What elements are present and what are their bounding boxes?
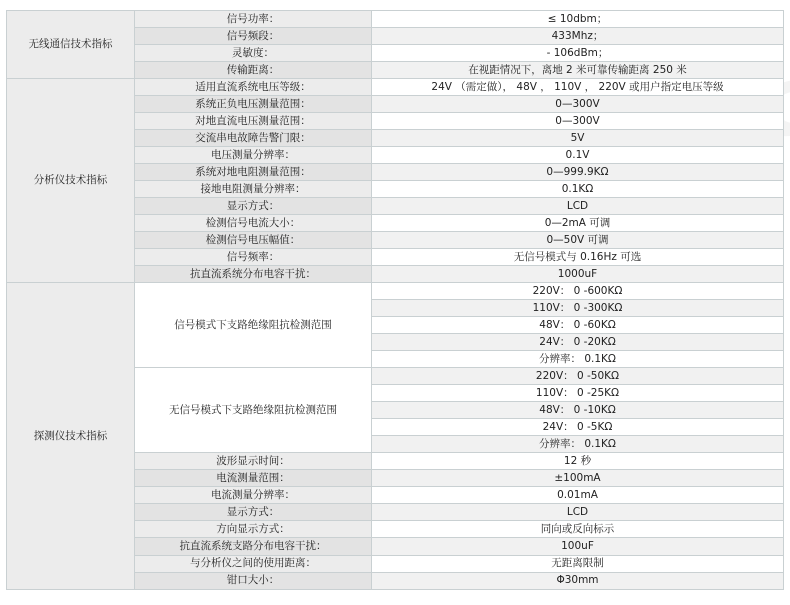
spec-label: 信号频率： — [135, 249, 372, 266]
spec-value: 24V： 0 -5KΩ — [372, 419, 784, 436]
spec-label: 波形显示时间： — [135, 453, 372, 470]
spec-value: 100uF — [372, 538, 784, 555]
spec-label: 钳口大小： — [135, 572, 372, 589]
spec-value: 24V： 0 -20KΩ — [372, 334, 784, 351]
spec-label: 接地电阻测量分辨率： — [135, 181, 372, 198]
spec-value: 1000uF — [372, 266, 784, 283]
spec-label: 方向显示方式： — [135, 521, 372, 538]
spec-value: 无信号模式与 0.16Hz 可选 — [372, 249, 784, 266]
table-row — [7, 283, 784, 300]
spec-label: 信号频段： — [135, 28, 372, 45]
spec-value: 分辨率： 0.1KΩ — [372, 436, 784, 453]
spec-value: Φ30mm — [372, 572, 784, 589]
group-label-no-signal-mode: 无信号模式下支路绝缘阻抗检测范围 — [135, 368, 372, 453]
table-row — [7, 11, 784, 28]
spec-table — [6, 10, 784, 590]
spec-label: 对地直流电压测量范围： — [135, 113, 372, 130]
spec-label: 系统正负电压测量范围： — [135, 96, 372, 113]
spec-value: 无距离限制 — [372, 555, 784, 572]
spec-label: 与分析仪之间的使用距离： — [135, 555, 372, 572]
table-row — [7, 79, 784, 96]
spec-value: 0—2mA 可调 — [372, 215, 784, 232]
spec-value: 分辨率： 0.1KΩ — [372, 351, 784, 368]
spec-label: 灵敏度： — [135, 45, 372, 62]
spec-value: 0—300V — [372, 96, 784, 113]
spec-value: LCD — [372, 198, 784, 215]
spec-value: 24V （需定做）， 48V ， 110V ， 220V 或用户指定电压等级 — [372, 79, 784, 96]
spec-value: 12 秒 — [372, 453, 784, 470]
spec-value: 5V — [372, 130, 784, 147]
spec-label: 电流测量范围： — [135, 470, 372, 487]
spec-value: 同向或反向标示 — [372, 521, 784, 538]
spec-label: 抗直流系统分布电容干扰： — [135, 266, 372, 283]
spec-value: - 106dBm； — [372, 45, 784, 62]
spec-label: 检测信号电流大小： — [135, 215, 372, 232]
spec-label: 抗直流系统支路分布电容干扰： — [135, 538, 372, 555]
spec-label: 电压测量分辨率： — [135, 147, 372, 164]
spec-label: 信号功率： — [135, 11, 372, 28]
spec-value: 220V： 0 -50KΩ — [372, 368, 784, 385]
spec-value: 0.1KΩ — [372, 181, 784, 198]
spec-value: ±100mA — [372, 470, 784, 487]
spec-value: 48V： 0 -10KΩ — [372, 402, 784, 419]
spec-value: 0.1V — [372, 147, 784, 164]
group-label-signal-mode: 信号模式下支路绝缘阻抗检测范围 — [135, 283, 372, 368]
spec-value: LCD — [372, 504, 784, 521]
spec-value: 0—50V 可调 — [372, 232, 784, 249]
spec-value: 220V： 0 -600KΩ — [372, 283, 784, 300]
spec-label: 适用直流系统电压等级： — [135, 79, 372, 96]
spec-label: 显示方式： — [135, 504, 372, 521]
spec-label: 电流测量分辨率： — [135, 487, 372, 504]
spec-label: 系统对地电阻测量范围： — [135, 164, 372, 181]
spec-value: ≤ 10dbm； — [372, 11, 784, 28]
spec-label: 交流串电故障告警门限： — [135, 130, 372, 147]
spec-value: 110V： 0 -300KΩ — [372, 300, 784, 317]
spec-value: 48V： 0 -60KΩ — [372, 317, 784, 334]
spec-value: 0—999.9KΩ — [372, 164, 784, 181]
section-title-analyzer: 分析仪技术指标 — [7, 79, 135, 283]
spec-label: 传输距离： — [135, 62, 372, 79]
section-title-wireless: 无线通信技术指标 — [7, 11, 135, 79]
spec-value: 110V： 0 -25KΩ — [372, 385, 784, 402]
spec-value: 0—300V — [372, 113, 784, 130]
spec-value: 433Mhz； — [372, 28, 784, 45]
spec-value: 在视距情况下，离地 2 米可靠传输距离 250 米 — [372, 62, 784, 79]
spec-value: 0.01mA — [372, 487, 784, 504]
section-title-detector: 探测仪技术指标 — [7, 283, 135, 590]
spec-label: 检测信号电压幅值： — [135, 232, 372, 249]
spec-label: 显示方式： — [135, 198, 372, 215]
